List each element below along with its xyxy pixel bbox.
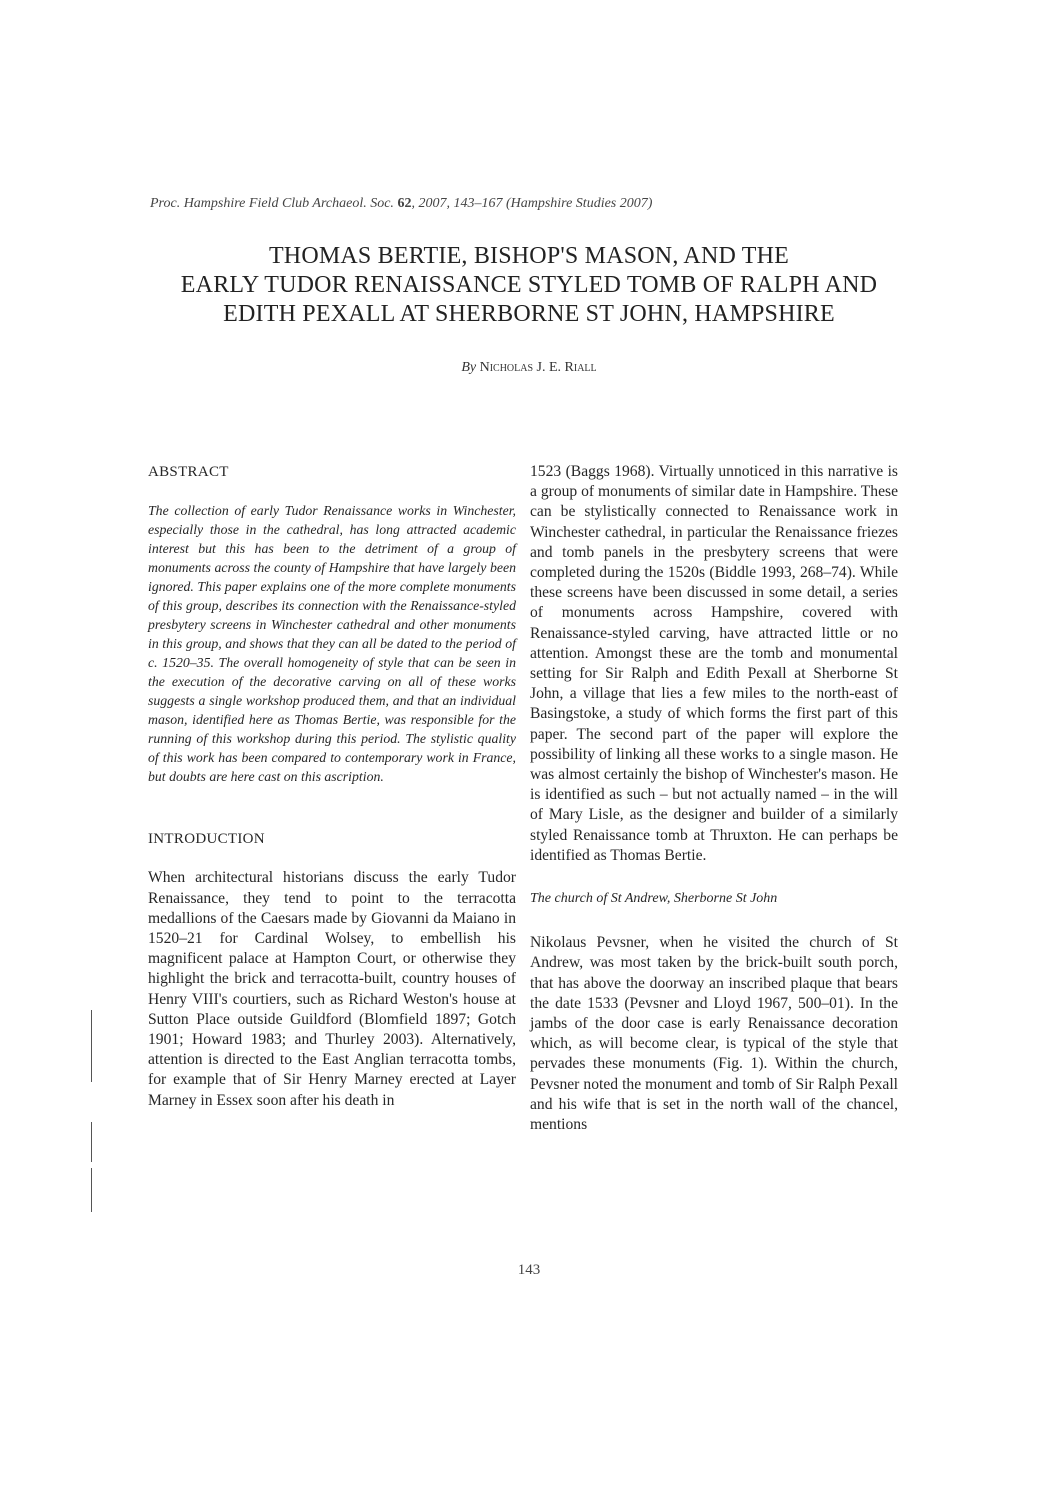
title-line-3: EDITH PEXALL AT SHERBORNE ST JOHN, HAMPSHIRE: [223, 301, 835, 327]
introduction-text: When architectural historians discuss the early Tudor Renaissance, they tend to point to the terracotta medallions of the Caesars made by Giovanni da Maiano in 1520–21 for Cardinal Wolsey, to embellish his magnificent palace at Hampton Court, or otherwise they highlight the brick and terracotta-built, country houses of Henry VIII's courtiers, such as Richard Weston's house at Sutton Place outside Guildford (Blomfield 1897; Gotch 1901; Howard 1983; and Thurley 2003). Alternatively, attention is directed to the East Anglian terracotta tombs, for example that of Sir Henry Marney erected at Layer Marney in Essex soon after his death in: [148, 869, 516, 1109]
byline-by: By: [461, 360, 477, 375]
running-head: [150, 196, 910, 212]
abstract-heading: ABSTRACT: [148, 464, 229, 480]
section-subheading: The church of St Andrew, Sherborne St John: [530, 891, 778, 907]
author-name: Nicholas J. E. Riall: [479, 360, 597, 375]
introduction-heading: INTRODUCTION: [148, 831, 265, 848]
abstract-text: The collection of early Tudor Renaissance works in Winchester, especially those in the cathedral, has long attracted academic interest but this has been to the detriment of a group of monuments across the county of Hampshire that have largely been ignored. This paper explains one of the more complete monuments of this group, describes its connection with the Renaissance-styled presbytery screens in Winchester cathedral and other monuments in this group, and shows that they can all be dated to the period of c. 1520–35. The overall homogeneity of style that can be seen in the execution of the decorative carving on all of these works suggests a single workshop produced them, and that an individual mason, identified here as Thomas Bertie, was responsible for the running of this workshop during this period. The stylistic quality of this work has been compared to contemporary work in France, but doubts are here cast on this ascription.: [148, 503, 516, 785]
church-text: Nikolaus Pevsner, when he visited the church of St Andrew, was most taken by the brick-built south porch, that has above the doorway an inscribed plaque that bears the date 1533 (Pevsner and Lloyd 1967, 500–01). In the jambs of the door case is early Renaissance decoration which, as will become clear, is typical of the style that pervades these monuments (Fig. 1). Within the church, Pevsner noted the monument and tomb of Sir Ralph Pexall and his wife that is set in the north wall of the chancel, mentions: [530, 934, 898, 1134]
margin-mark: [91, 1168, 92, 1212]
page-number: 143: [517, 1262, 541, 1278]
article-title: [120, 242, 938, 329]
journal-pages: , 2007, 143–167 (Hampshire Studies 2007): [411, 196, 653, 211]
left-column: [148, 462, 516, 1134]
byline: [0, 360, 1058, 376]
margin-mark: [91, 1010, 92, 1082]
margin-mark: [91, 1122, 92, 1162]
right-column: [530, 462, 898, 1158]
journal-volume: 62: [397, 196, 412, 211]
continuation-text: 1523 (Baggs 1968). Virtually unnoticed in this narrative is a group of monuments of similar date in Hampshire. These can be stylistically connected to Renaissance work in Winchester cathedral, in particular the Renaissance friezes and tomb panels in the presbytery screens that were completed during the 1520s (Biddle 1993, 268–74). While these screens have been discussed in some detail, a series of monuments across Hampshire, covered with Renaissance-styled carving, have attracted little or no attention. Amongst these are the tomb and monumental setting for Sir Ralph and Edith Pexall at Sherborne St John, a village that lies a few miles to the north-east of Basingstoke, a study of which forms the first part of this paper. The second part of the paper will explore the possibility of linking all these works to a single mason. He was almost certainly the bishop of Winchester's mason. He is identified as such – but not actually named – in the will of Mary Lisle, as the designer and builder of a similarly styled Renaissance tomb at Thruxton. He can perhaps be identified as Thomas Bertie.: [530, 463, 898, 864]
title-line-2: EARLY TUDOR RENAISSANCE STYLED TOMB OF RALPH AND: [180, 272, 878, 298]
journal-name: Proc. Hampshire Field Club Archaeol. Soc.: [150, 196, 394, 211]
title-line-1: THOMAS BERTIE, BISHOP'S MASON, AND THE: [268, 243, 790, 269]
